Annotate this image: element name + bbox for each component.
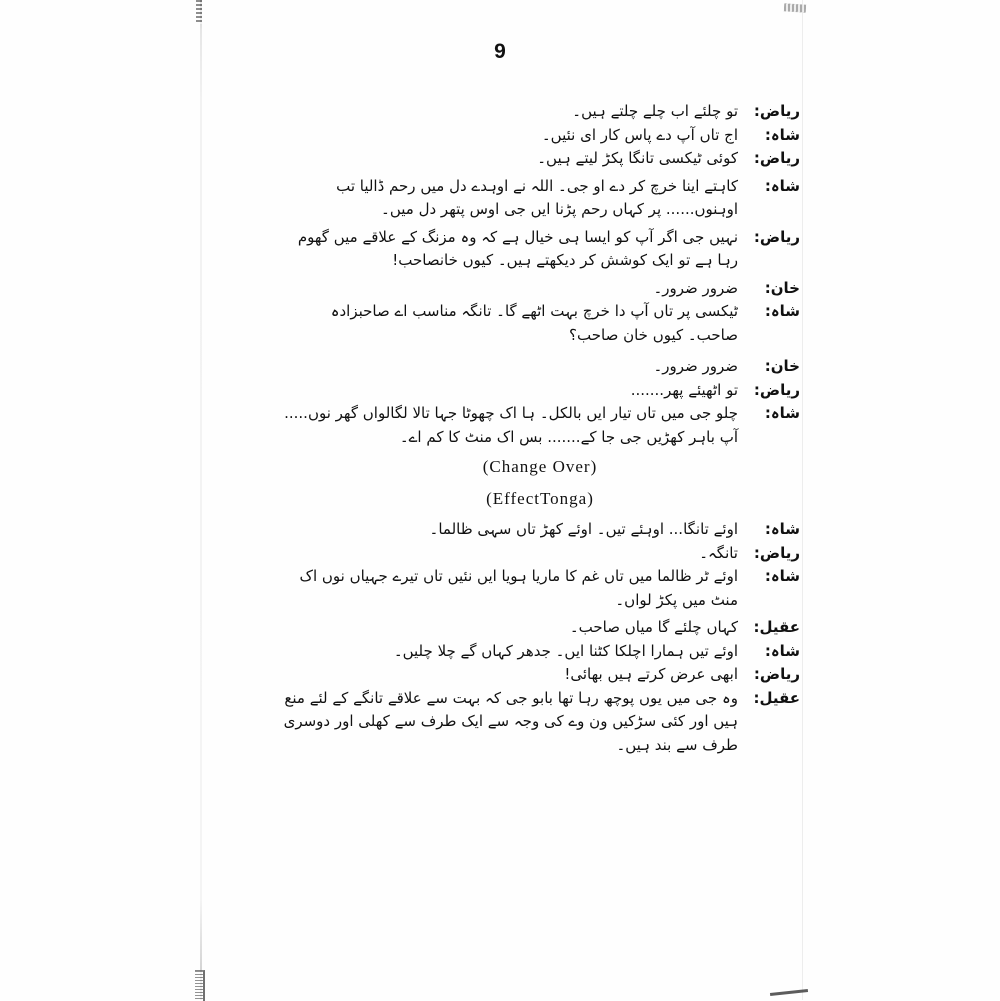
dialogue-line <box>280 147 800 171</box>
dialogue-text: نہیں جی اگر آپ کو ایسا ہی خیال ہے کہ وہ مزنگ کے علاقے میں گھوم رہا ہے تو ایک کوشش کر دیکھتے ہیں۔ کیوں خانصاحب! <box>297 227 738 269</box>
dialogue-line <box>280 175 800 222</box>
dialogue-line <box>280 379 800 403</box>
scan-mark-bottom-left <box>195 970 205 1001</box>
dialogue-text: تو اٹھیئے پھر....... <box>630 380 738 399</box>
dialogue-line <box>280 300 800 347</box>
dialogue-line <box>280 616 800 640</box>
speaker-label: ریاض : <box>744 542 800 566</box>
speaker-label: عقیل : <box>744 616 800 640</box>
dialogue-line <box>280 402 800 449</box>
dialogue-line <box>280 355 800 379</box>
dialogue-line <box>280 542 800 566</box>
dialogue-text: کہاں چلئے گا میاں صاحب۔ <box>569 618 738 636</box>
speaker-label: شاہ : <box>744 518 800 542</box>
dialogue-line <box>280 226 800 273</box>
dialogue-line <box>280 124 800 148</box>
speaker-label: شاہ : <box>744 124 800 148</box>
dialogue-text: ضرور ضرور۔ <box>653 357 738 375</box>
speaker-label: عقیل : <box>744 687 800 711</box>
speaker-label: ریاض : <box>744 226 800 250</box>
page-number: 9 <box>494 40 506 63</box>
stage-direction-effect-tonga: (EffectTonga) <box>486 488 594 508</box>
dialogue-text: تانگہ۔ <box>699 543 738 562</box>
dialogue-text: اوئے ٹر ظالما میں تاں غم کا ماریا ہویا ایں نئیں تاں تیرے جہیاں نوں اک منٹ میں پکڑ لواں۔ <box>299 567 738 609</box>
dialogue-text: چلو جی میں تاں تیار ایں بالکل۔ ہا اک چھوٹا جہا تالا لگالواں گھر نوں..... آپ باہر کھڑیں جی جا کے....... بس اک منٹ کا کم اے۔ <box>284 404 738 446</box>
speaker-label: خان : <box>744 277 800 301</box>
speaker-label: شاہ : <box>744 640 800 664</box>
dialogue-line <box>280 663 800 687</box>
dialogue-line <box>280 277 800 301</box>
speaker-label: شاہ : <box>744 175 800 199</box>
dialogue-text: ضرور ضرور۔ <box>653 278 738 297</box>
dialogue-text: کاہتے اینا خرچ کر دے او جی۔ اللہ نے اوہدے دل میں رحم ڈالیا تب اوہنوں...... پر کہاں رحم پڑنا ایں جی اوس پتھر دل میں۔ <box>336 176 738 218</box>
scan-mark-top-right <box>784 3 807 13</box>
dialogue-text: اوئے تانگا... اوہئے تیں۔ اوئے کھڑ تاں سہی ظالما۔ <box>429 520 738 538</box>
scan-mark-top-left <box>196 0 202 24</box>
speaker-label: ریاض : <box>744 100 800 124</box>
dialogue-text: اوئے تیں ہمارا اچلکا کٹنا ایں۔ جدھر کہاں گے چلا چلیں۔ <box>393 641 738 660</box>
dialogue-text: اج تاں آپ دے پاس کار ای نئیں۔ <box>541 125 738 144</box>
dialogue-text: تو چلئے اب چلے چلتے ہیں۔ <box>572 102 738 120</box>
stage-direction-change-over: (Change Over) <box>482 457 598 476</box>
page-left-edge <box>200 0 202 1000</box>
dialogue-text: وہ جی میں یوں پوچھ رہا تھا بابو جی کہ بہت سے علاقے تانگے کے لئے منع ہیں اور کئی سڑکیں ون وے کی وجہ سے ایک طرف سے کھلی اور دوسری طرف سے بند ہیں۔ <box>283 688 738 754</box>
dialogue-line <box>280 687 800 758</box>
speaker-label: شاہ : <box>744 565 800 589</box>
dialogue-line <box>280 518 800 542</box>
speaker-label: ریاض : <box>744 147 800 171</box>
dialogue-text: کوئی ٹیکسی تانگا پکڑ لیتے ہیں۔ <box>537 149 738 167</box>
dialogue-text: ابھی عرض کرتے ہیں بھائی! <box>564 665 738 683</box>
page-right-edge <box>802 0 803 1000</box>
dialogue-line <box>280 565 800 612</box>
speaker-label: ریاض : <box>744 379 800 403</box>
dialogue-text: ٹیکسی پر تاں آپ دا خرچ بہت اٹھے گا۔ تانگہ مناسب اے صاحبزادہ صاحب۔ کیوں خان صاحب؟ <box>330 302 738 344</box>
speaker-label: ریاض : <box>744 663 800 687</box>
speaker-label: شاہ : <box>744 300 800 324</box>
play-script <box>280 100 800 757</box>
dialogue-line <box>280 100 800 124</box>
speaker-label: شاہ : <box>744 402 800 426</box>
dialogue-line <box>280 640 800 664</box>
speaker-label: خان : <box>744 355 800 379</box>
